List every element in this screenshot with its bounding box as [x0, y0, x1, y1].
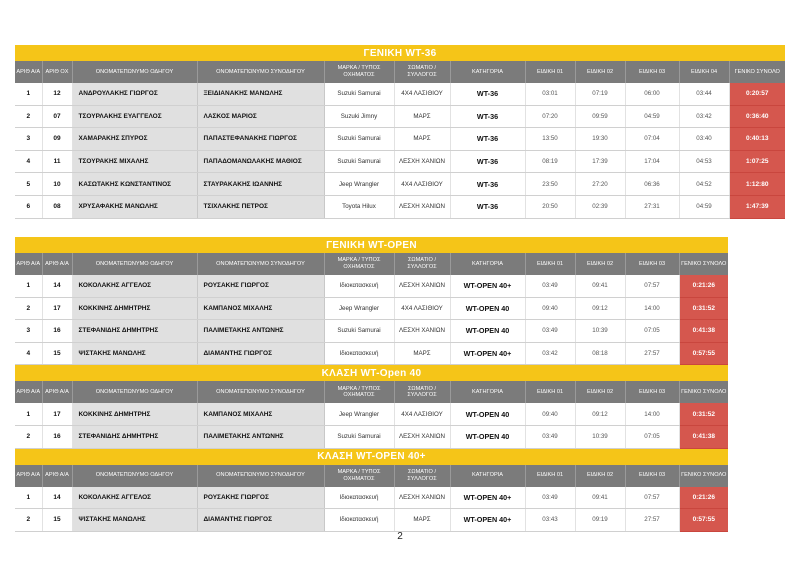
- position-cell: 1: [15, 83, 42, 105]
- column-header: ΑΡΙΘ Α/Α: [42, 465, 72, 487]
- column-header: ΟΝΟΜΑΤΕΠΩΝΥΜΟ ΣΥΝΟΔΗΓΟΥ: [197, 381, 324, 403]
- column-header: ΣΩΜΑΤΙΟ / ΣΥΛΛΟΓΟΣ: [394, 381, 450, 403]
- column-header: ΕΙΔΙΚΗ 02: [575, 465, 625, 487]
- codriver-cell: ΠΑΠΑΔΟΜΑΝΩΛΑΚΗΣ ΜΑΘΙΟΣ: [197, 150, 324, 173]
- driver-cell: ΧΡΥΣΑΦΑΚΗΣ ΜΑΝΩΛΗΣ: [72, 195, 197, 218]
- car-number-cell: 17: [42, 403, 72, 425]
- position-cell: 2: [15, 297, 42, 320]
- column-header: ΕΙΔΙΚΗ 01: [525, 465, 575, 487]
- table-row: [15, 487, 728, 509]
- column-header: ΕΙΔΙΚΗ 03: [625, 465, 679, 487]
- stage2-time: 09:12: [575, 403, 625, 425]
- column-header: ΕΙΔΙΚΗ 03: [625, 381, 679, 403]
- position-cell: 3: [15, 128, 42, 151]
- table-title-row: [15, 237, 728, 253]
- column-header: ΓΕΝΙΚΟ ΣΥΝΟΛΟ: [729, 61, 785, 83]
- vehicle-cell: Jeep Wrangler: [324, 173, 394, 196]
- club-cell: ΜΑΡΣ: [394, 105, 450, 128]
- column-header: ΟΝΟΜΑΤΕΠΩΝΥΜΟ ΣΥΝΟΔΗΓΟΥ: [197, 465, 324, 487]
- position-cell: 1: [15, 403, 42, 425]
- total-time: 0:41:38: [679, 320, 728, 343]
- vehicle-cell: Toyota Hilux: [324, 195, 394, 218]
- column-header: ΜΑΡΚΑ / ΤΥΠΟΣ ΟΧΗΜΑΤΟΣ: [324, 253, 394, 275]
- stage2-time: 07:19: [575, 83, 625, 105]
- total-time: 0:36:40: [729, 105, 785, 128]
- stage3-time: 06:36: [625, 173, 679, 196]
- stage3-time: 14:00: [625, 297, 679, 320]
- codriver-cell: ΔΙΑΜΑΝΤΗΣ ΓΙΩΡΓΟΣ: [197, 509, 324, 532]
- stage1-time: 03:49: [525, 275, 575, 297]
- column-header: ΕΙΔΙΚΗ 02: [575, 253, 625, 275]
- driver-cell: ΚΟΚΚΙΝΗΣ ΔΗΜΗΤΡΗΣ: [72, 403, 197, 425]
- stage2-time: 27:20: [575, 173, 625, 196]
- stage4-time: 04:53: [679, 150, 729, 173]
- stage2-time: 17:39: [575, 150, 625, 173]
- results-table-wt-open: [15, 237, 728, 532]
- page-number: 2: [397, 531, 403, 542]
- category-cell: WT-36: [450, 195, 525, 218]
- column-header: ΑΡΙΘ Α/Α: [15, 381, 42, 403]
- table-title-row: [15, 45, 785, 61]
- category-cell: WT-OPEN 40: [450, 297, 525, 320]
- stage2-time: 10:39: [575, 320, 625, 343]
- table-row: [15, 297, 728, 320]
- stage1-time: 03:01: [525, 83, 575, 105]
- table-row: [15, 173, 785, 196]
- header-row: [15, 381, 728, 403]
- column-header: ΚΑΤΗΓΟΡΙΑ: [450, 381, 525, 403]
- header-row: [15, 465, 728, 487]
- club-cell: 4Χ4 ΛΑΣΙΘΙΟΥ: [394, 403, 450, 425]
- position-cell: 2: [15, 425, 42, 448]
- stage1-time: 20:50: [525, 195, 575, 218]
- table-row: [15, 195, 785, 218]
- table-row: [15, 403, 728, 425]
- position-cell: 4: [15, 342, 42, 365]
- codriver-cell: ΠΑΛΙΜΕΤΑΚΗΣ ΑΝΤΩΝΗΣ: [197, 320, 324, 343]
- category-cell: WT-OPEN 40+: [450, 509, 525, 532]
- codriver-cell: ΣΤΑΥΡΑΚΑΚΗΣ ΙΩΑΝΝΗΣ: [197, 173, 324, 196]
- club-cell: ΛΕΣΧΗ ΧΑΝΙΩΝ: [394, 425, 450, 448]
- car-number-cell: 16: [42, 320, 72, 343]
- header-row: [15, 61, 785, 83]
- table-row: [15, 425, 728, 448]
- column-header: ΣΩΜΑΤΙΟ / ΣΥΛΛΟΓΟΣ: [394, 61, 450, 83]
- vehicle-cell: Suzuki Samurai: [324, 150, 394, 173]
- column-header: ΕΙΔΙΚΗ 02: [575, 381, 625, 403]
- car-number-cell: 08: [42, 195, 72, 218]
- column-header: ΓΕΝΙΚΟ ΣΥΝΟΛΟ: [679, 381, 728, 403]
- driver-cell: ΤΣΟΥΡΑΚΗΣ ΜΙΧΑΛΗΣ: [72, 150, 197, 173]
- driver-cell: ΣΤΕΦΑΝΙΔΗΣ ΔΗΜΗΤΡΗΣ: [72, 320, 197, 343]
- vehicle-cell: Suzuki Jimny: [324, 105, 394, 128]
- position-cell: 2: [15, 509, 42, 532]
- column-header: ΟΝΟΜΑΤΕΠΩΝΥΜΟ ΟΔΗΓΟΥ: [72, 381, 197, 403]
- driver-cell: ΨΙΣΤΑΚΗΣ ΜΑΝΩΛΗΣ: [72, 342, 197, 365]
- codriver-cell: ΞΕΙΔΙΑΝΑΚΗΣ ΜΑΝΩΛΗΣ: [197, 83, 324, 105]
- total-time: 0:31:52: [679, 403, 728, 425]
- stage3-time: 07:57: [625, 487, 679, 509]
- total-time: 0:20:57: [729, 83, 785, 105]
- column-header: ΟΝΟΜΑΤΕΠΩΝΥΜΟ ΟΔΗΓΟΥ: [72, 253, 197, 275]
- stage1-time: 09:40: [525, 297, 575, 320]
- position-cell: 3: [15, 320, 42, 343]
- category-cell: WT-OPEN 40+: [450, 275, 525, 297]
- total-time: 0:40:13: [729, 128, 785, 151]
- column-header: ΜΑΡΚΑ / ΤΥΠΟΣ ΟΧΗΜΑΤΟΣ: [324, 61, 394, 83]
- category-cell: WT-36: [450, 83, 525, 105]
- vehicle-cell: Suzuki Samurai: [324, 128, 394, 151]
- club-cell: ΛΕΣΧΗ ΧΑΝΙΩΝ: [394, 195, 450, 218]
- table-title-row: [15, 365, 728, 382]
- table-row: [15, 509, 728, 532]
- column-header: ΑΡΙΘ Α/Α: [15, 253, 42, 275]
- column-header: ΓΕΝΙΚΟ ΣΥΝΟΛΟ: [679, 465, 728, 487]
- driver-cell: ΚΑΣΩΤΑΚΗΣ ΚΩΝΣΤΑΝΤΙΝΟΣ: [72, 173, 197, 196]
- stage4-time: 03:44: [679, 83, 729, 105]
- table-row: [15, 83, 785, 105]
- total-time: 0:57:55: [679, 342, 728, 365]
- vehicle-cell: Ιδιοκατασκευή: [324, 342, 394, 365]
- vehicle-cell: Suzuki Samurai: [324, 83, 394, 105]
- codriver-cell: ΚΑΜΠΑΝΟΣ ΜΙΧΑΛΗΣ: [197, 403, 324, 425]
- column-header: ΟΝΟΜΑΤΕΠΩΝΥΜΟ ΣΥΝΟΔΗΓΟΥ: [197, 61, 324, 83]
- position-cell: 1: [15, 487, 42, 509]
- car-number-cell: 15: [42, 509, 72, 532]
- stage2-time: 10:39: [575, 425, 625, 448]
- table-row: [15, 128, 785, 151]
- vehicle-cell: Jeep Wrangler: [324, 403, 394, 425]
- car-number-cell: 17: [42, 297, 72, 320]
- club-cell: ΜΑΡΣ: [394, 342, 450, 365]
- table-row: [15, 342, 728, 365]
- codriver-cell: ΡΟΥΣΑΚΗΣ ΓΙΩΡΓΟΣ: [197, 487, 324, 509]
- car-number-cell: 11: [42, 150, 72, 173]
- column-header: ΑΡΙΘ Α/Α: [42, 253, 72, 275]
- table-row: [15, 275, 728, 297]
- car-number-cell: 14: [42, 275, 72, 297]
- column-header: ΚΑΤΗΓΟΡΙΑ: [450, 465, 525, 487]
- total-time: 1:47:39: [729, 195, 785, 218]
- driver-cell: ΚΟΚΟΛΑΚΗΣ ΑΓΓΕΛΟΣ: [72, 487, 197, 509]
- driver-cell: ΣΤΕΦΑΝΙΔΗΣ ΔΗΜΗΤΡΗΣ: [72, 425, 197, 448]
- category-cell: WT-36: [450, 105, 525, 128]
- table-row: [15, 105, 785, 128]
- section-title: ΓΕΝΙΚΗ WT-36: [15, 45, 785, 61]
- club-cell: 4Χ4 ΛΑΣΙΘΙΟΥ: [394, 297, 450, 320]
- column-header: ΟΝΟΜΑΤΕΠΩΝΥΜΟ ΟΔΗΓΟΥ: [72, 465, 197, 487]
- stage3-time: 07:05: [625, 320, 679, 343]
- column-header: ΓΕΝΙΚΟ ΣΥΝΟΛΟ: [679, 253, 728, 275]
- stage1-time: 13:50: [525, 128, 575, 151]
- category-cell: WT-36: [450, 150, 525, 173]
- table-row: [15, 320, 728, 343]
- stage2-time: 09:41: [575, 275, 625, 297]
- club-cell: 4Χ4 ΛΑΣΙΘΙΟΥ: [394, 83, 450, 105]
- category-cell: WT-OPEN 40: [450, 320, 525, 343]
- category-cell: WT-OPEN 40: [450, 403, 525, 425]
- stage4-time: 03:42: [679, 105, 729, 128]
- stage1-time: 08:19: [525, 150, 575, 173]
- vehicle-cell: Suzuki Samurai: [324, 425, 394, 448]
- vehicle-cell: Suzuki Samurai: [324, 320, 394, 343]
- driver-cell: ΤΣΟΥΡΛΑΚΗΣ ΕΥΑΓΓΕΛΟΣ: [72, 105, 197, 128]
- club-cell: ΛΕΣΧΗ ΧΑΝΙΩΝ: [394, 150, 450, 173]
- codriver-cell: ΠΑΠΑΣΤΕΦΑΝΑΚΗΣ ΓΙΩΡΓΟΣ: [197, 128, 324, 151]
- stage2-time: 09:59: [575, 105, 625, 128]
- table-title-row: [15, 448, 728, 465]
- stage2-time: 19:30: [575, 128, 625, 151]
- column-header: ΕΙΔΙΚΗ 01: [525, 381, 575, 403]
- stage1-time: 03:49: [525, 320, 575, 343]
- stage3-time: 07:04: [625, 128, 679, 151]
- column-header: ΕΙΔΙΚΗ 01: [525, 61, 575, 83]
- position-cell: 6: [15, 195, 42, 218]
- stage4-time: 04:52: [679, 173, 729, 196]
- section-title: ΚΛΑΣΗ WT-OPEN 40+: [15, 448, 728, 465]
- column-header: ΟΝΟΜΑΤΕΠΩΝΥΜΟ ΣΥΝΟΔΗΓΟΥ: [197, 253, 324, 275]
- codriver-cell: ΚΑΜΠΑΝΟΣ ΜΙΧΑΛΗΣ: [197, 297, 324, 320]
- stage2-time: 02:39: [575, 195, 625, 218]
- stage3-time: 27:57: [625, 509, 679, 532]
- driver-cell: ΚΟΚΟΛΑΚΗΣ ΑΓΓΕΛΟΣ: [72, 275, 197, 297]
- column-header: ΕΙΔΙΚΗ 04: [679, 61, 729, 83]
- results-table-wt36: [15, 45, 785, 219]
- vehicle-cell: Ιδιοκατασκευή: [324, 487, 394, 509]
- column-header: ΕΙΔΙΚΗ 03: [625, 61, 679, 83]
- column-header: ΚΑΤΗΓΟΡΙΑ: [450, 253, 525, 275]
- stage3-time: 27:57: [625, 342, 679, 365]
- section-title: ΚΛΑΣΗ WT-Open 40: [15, 365, 728, 382]
- codriver-cell: ΤΣΙΧΛΑΚΗΣ ΠΕΤΡΟΣ: [197, 195, 324, 218]
- total-time: 0:21:26: [679, 487, 728, 509]
- car-number-cell: 07: [42, 105, 72, 128]
- stage3-time: 27:31: [625, 195, 679, 218]
- stage3-time: 04:59: [625, 105, 679, 128]
- position-cell: 5: [15, 173, 42, 196]
- club-cell: 4Χ4 ΛΑΣΙΘΙΟΥ: [394, 173, 450, 196]
- stage1-time: 23:50: [525, 173, 575, 196]
- stage3-time: 14:00: [625, 403, 679, 425]
- car-number-cell: 15: [42, 342, 72, 365]
- category-cell: WT-36: [450, 128, 525, 151]
- column-header: ΟΝΟΜΑΤΕΠΩΝΥΜΟ ΟΔΗΓΟΥ: [72, 61, 197, 83]
- driver-cell: ΧΑΜΑΡΑΚΗΣ ΣΠΥΡΟΣ: [72, 128, 197, 151]
- codriver-cell: ΛΑΣΚΟΣ ΜΑΡΙΟΣ: [197, 105, 324, 128]
- vehicle-cell: Jeep Wrangler: [324, 297, 394, 320]
- table-row: [15, 150, 785, 173]
- stage3-time: 07:57: [625, 275, 679, 297]
- category-cell: WT-OPEN 40+: [450, 487, 525, 509]
- column-header: ΜΑΡΚΑ / ΤΥΠΟΣ ΟΧΗΜΑΤΟΣ: [324, 381, 394, 403]
- stage1-time: 03:43: [525, 509, 575, 532]
- club-cell: ΛΕΣΧΗ ΧΑΝΙΩΝ: [394, 320, 450, 343]
- stage1-time: 03:49: [525, 487, 575, 509]
- column-header: ΕΙΔΙΚΗ 03: [625, 253, 679, 275]
- car-number-cell: 14: [42, 487, 72, 509]
- stage4-time: 04:59: [679, 195, 729, 218]
- column-header: ΣΩΜΑΤΙΟ / ΣΥΛΛΟΓΟΣ: [394, 253, 450, 275]
- stage1-time: 09:40: [525, 403, 575, 425]
- column-header: ΕΙΔΙΚΗ 02: [575, 61, 625, 83]
- column-header: ΚΑΤΗΓΟΡΙΑ: [450, 61, 525, 83]
- driver-cell: ΑΝΔΡΟΥΛΑΚΗΣ ΓΙΩΡΓΟΣ: [72, 83, 197, 105]
- total-time: 0:31:52: [679, 297, 728, 320]
- stage4-time: 03:40: [679, 128, 729, 151]
- club-cell: ΛΕΣΧΗ ΧΑΝΙΩΝ: [394, 275, 450, 297]
- car-number-cell: 12: [42, 83, 72, 105]
- column-header: ΑΡΙΘ ΟΧ: [42, 61, 72, 83]
- stage1-time: 03:49: [525, 425, 575, 448]
- stage2-time: 09:19: [575, 509, 625, 532]
- stage2-time: 09:12: [575, 297, 625, 320]
- position-cell: 4: [15, 150, 42, 173]
- stage1-time: 03:42: [525, 342, 575, 365]
- total-time: 0:41:38: [679, 425, 728, 448]
- column-header: ΑΡΙΘ Α/Α: [15, 465, 42, 487]
- driver-cell: ΚΟΚΚΙΝΗΣ ΔΗΜΗΤΡΗΣ: [72, 297, 197, 320]
- category-cell: WT-OPEN 40+: [450, 342, 525, 365]
- total-time: 0:57:55: [679, 509, 728, 532]
- club-cell: ΜΑΡΣ: [394, 509, 450, 532]
- total-time: 1:12:80: [729, 173, 785, 196]
- header-row: [15, 253, 728, 275]
- stage3-time: 06:00: [625, 83, 679, 105]
- club-cell: ΛΕΣΧΗ ΧΑΝΙΩΝ: [394, 487, 450, 509]
- driver-cell: ΨΙΣΤΑΚΗΣ ΜΑΝΩΛΗΣ: [72, 509, 197, 532]
- stage3-time: 07:05: [625, 425, 679, 448]
- column-header: ΑΡΙΘ Α/Α: [42, 381, 72, 403]
- car-number-cell: 16: [42, 425, 72, 448]
- vehicle-cell: Ιδιοκατασκευή: [324, 275, 394, 297]
- position-cell: 1: [15, 275, 42, 297]
- codriver-cell: ΡΟΥΣΑΚΗΣ ΓΙΩΡΓΟΣ: [197, 275, 324, 297]
- section-title: ΓΕΝΙΚΗ WT-OPEN: [15, 237, 728, 253]
- column-header: ΣΩΜΑΤΙΟ / ΣΥΛΛΟΓΟΣ: [394, 465, 450, 487]
- vehicle-cell: Ιδιοκατασκευή: [324, 509, 394, 532]
- position-cell: 2: [15, 105, 42, 128]
- category-cell: WT-36: [450, 173, 525, 196]
- stage1-time: 07:20: [525, 105, 575, 128]
- column-header: ΜΑΡΚΑ / ΤΥΠΟΣ ΟΧΗΜΑΤΟΣ: [324, 465, 394, 487]
- car-number-cell: 09: [42, 128, 72, 151]
- total-time: 0:21:26: [679, 275, 728, 297]
- codriver-cell: ΠΑΛΙΜΕΤΑΚΗΣ ΑΝΤΩΝΗΣ: [197, 425, 324, 448]
- column-header: ΑΡΙΘ Α/Α: [15, 61, 42, 83]
- stage3-time: 17:04: [625, 150, 679, 173]
- total-time: 1:07:25: [729, 150, 785, 173]
- category-cell: WT-OPEN 40: [450, 425, 525, 448]
- column-header: ΕΙΔΙΚΗ 01: [525, 253, 575, 275]
- club-cell: ΜΑΡΣ: [394, 128, 450, 151]
- codriver-cell: ΔΙΑΜΑΝΤΗΣ ΓΙΩΡΓΟΣ: [197, 342, 324, 365]
- stage2-time: 08:18: [575, 342, 625, 365]
- car-number-cell: 10: [42, 173, 72, 196]
- stage2-time: 09:41: [575, 487, 625, 509]
